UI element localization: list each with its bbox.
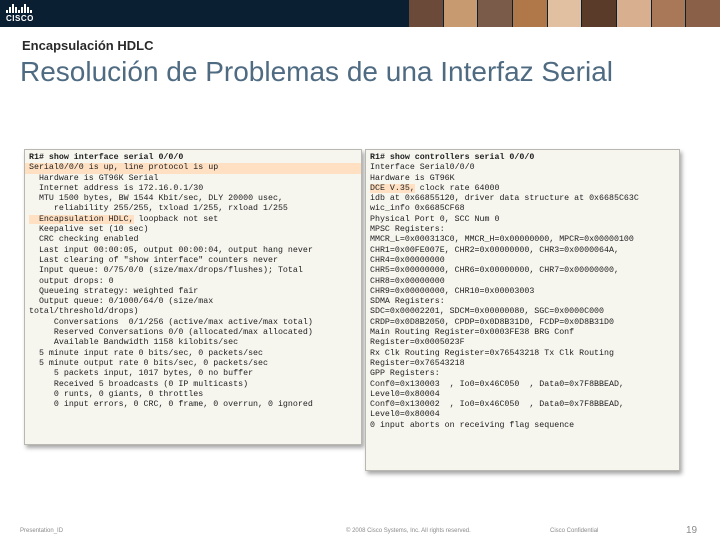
terminal-line: wic_info 0x6685CF68 xyxy=(370,204,465,214)
page-number: 19 xyxy=(686,525,698,536)
terminal-line: Serial0/0/0 is up, line protocol is up xyxy=(25,163,361,173)
terminal-line: Conversations 0/1/256 (active/max active/max total) xyxy=(29,317,313,327)
header-photo xyxy=(685,0,720,27)
terminal-line: SDMA Registers: xyxy=(370,297,445,307)
terminal-line: Physical Port 0, SCC Num 0 xyxy=(370,214,500,224)
terminal-line: Last input 00:00:05, output 00:00:04, output hang never xyxy=(29,245,313,255)
terminal-line: Hardware is GT96K Serial xyxy=(29,173,159,183)
footer-copyright: © 2008 Cisco Systems, Inc. All rights reserved. xyxy=(346,528,471,534)
header-photo xyxy=(547,0,582,27)
terminal-line xyxy=(29,215,361,225)
terminal-line: Register=0x76543218 xyxy=(370,358,465,368)
terminal-line: MTU 1500 bytes, BW 1544 Kbit/sec, DLY 20000 usec, xyxy=(29,194,283,204)
terminal-line: Output queue: 0/1000/64/0 (size/max xyxy=(29,297,214,307)
terminal-line: CRC checking enabled xyxy=(29,235,139,245)
line-text: clock rate 64000 xyxy=(414,183,500,193)
terminal-line: 0 input aborts on receiving flag sequence xyxy=(370,420,575,430)
terminal-line: 0 input errors, 0 CRC, 0 frame, 0 overrun, 0 ignored xyxy=(29,400,313,410)
terminal-line: idb at 0x66855120, driver data structure at 0x6685C63C xyxy=(370,194,639,204)
terminal-line: Keepalive set (10 sec) xyxy=(29,225,149,235)
header-photo xyxy=(616,0,651,27)
terminal-line: Input queue: 0/75/0/0 (size/max/drops/flushes); Total xyxy=(29,266,303,276)
terminal-line: Last clearing of "show interface" counters never xyxy=(29,255,278,265)
header-banner xyxy=(0,0,720,27)
terminal-line: CHR1=0x00FE007E, CHR2=0x00000000, CHR3=0x0000064A, xyxy=(370,245,619,255)
terminal-line: R1# show interface serial 0/0/0 xyxy=(29,153,184,162)
terminal-line: MMCR_L=0x000313C0, MMCR_H=0x00000000, MPCR=0x00000100 xyxy=(370,235,634,245)
terminal-line: Main Routing Register=0x0003FE38 BRG Conf xyxy=(370,328,575,338)
terminal-line: Level0=0x80004 xyxy=(370,389,440,399)
terminal-line: CHR4=0x00000000 xyxy=(370,255,445,265)
terminal-line: Conf0=0x130003 , Io0=0x46C050 , Data0=0x7F8BBEAD, xyxy=(370,379,624,389)
terminal-line: 0 runts, 0 giants, 0 throttles xyxy=(29,389,204,399)
terminal-line: output drops: 0 xyxy=(29,276,114,286)
slide-title: Resolución de Problemas de una Interfaz Serial xyxy=(20,56,614,87)
terminal-line: 5 minute input rate 0 bits/sec, 0 packets/sec xyxy=(29,348,264,358)
terminal-line: Level0=0x80004 xyxy=(370,410,440,420)
terminal-line: Received 5 broadcasts (0 IP multicasts) xyxy=(29,379,249,389)
terminal-line: R1# show controllers serial 0/0/0 xyxy=(370,153,535,162)
terminal-line: SDC=0x00002201, SDCM=0x00000080, SGC=0x0000C000 xyxy=(370,307,605,317)
terminal-line: Rx Clk Routing Register=0x76543218 Tx Clk Routing xyxy=(370,348,614,358)
header-photo xyxy=(443,0,478,27)
terminal-line: CHR5=0x00000000, CHR6=0x00000000, CHR7=0x00000000, xyxy=(370,266,619,276)
terminal-line xyxy=(370,184,679,194)
header-photo xyxy=(408,0,443,27)
header-photo-strip xyxy=(408,0,720,27)
terminal-line: 5 packets input, 1017 bytes, 0 no buffer xyxy=(29,369,254,379)
terminal-line: reliability 255/255, txload 1/255, rxload 1/255 xyxy=(29,204,288,214)
terminal-line: 5 minute output rate 0 bits/sec, 0 packets/sec xyxy=(29,358,268,368)
cisco-logo-text: CISCO xyxy=(6,14,34,23)
terminal-line: Conf0=0x130002 , Io0=0x46C050 , Data0=0x7F8BBEAD, xyxy=(370,400,624,410)
terminal-line: Available Bandwidth 1158 kilobits/sec xyxy=(29,338,239,348)
slide-subtitle: Encapsulación HDLC xyxy=(22,38,154,53)
terminal-line: CHR9=0x00000000, CHR10=0x00003003 xyxy=(370,286,535,296)
terminal-line: GPP Registers: xyxy=(370,369,440,379)
terminal-line: Reserved Conversations 0/0 (allocated/max allocated) xyxy=(29,328,313,338)
terminal-line: Queueing strategy: weighted fair xyxy=(29,286,199,296)
highlighted-text: DCE V.35, xyxy=(370,183,415,193)
show-interface-output-panel xyxy=(24,149,362,445)
header-photo xyxy=(651,0,686,27)
terminal-line: total/threshold/drops) xyxy=(29,307,139,317)
cisco-logo-bars-icon xyxy=(6,4,44,13)
show-controllers-output xyxy=(366,150,679,431)
terminal-line: Interface Serial0/0/0 xyxy=(370,163,475,173)
cisco-logo xyxy=(6,4,44,24)
header-photo xyxy=(581,0,616,27)
line-text: loopback not set xyxy=(133,214,219,224)
show-interface-output xyxy=(25,150,361,410)
highlighted-text: Encapsulation HDLC, xyxy=(29,214,134,224)
terminal-line: Register=0x0005023F xyxy=(370,338,465,348)
header-photo xyxy=(477,0,512,27)
terminal-line: Hardware is GT96K xyxy=(370,173,455,183)
terminal-line: CHR8=0x00000000 xyxy=(370,276,445,286)
terminal-line: Internet address is 172.16.0.1/30 xyxy=(29,183,204,193)
show-controllers-output-panel xyxy=(365,149,680,471)
footer-presentation-id: Presentation_ID xyxy=(20,528,64,534)
footer-confidential: Cisco Confidential xyxy=(550,528,599,534)
header-photo xyxy=(512,0,547,27)
terminal-line: MPSC Registers: xyxy=(370,225,445,235)
terminal-line: CRDP=0x0D8B2050, CPDP=0x0D8B31D0, FCDP=0x0D8B31D0 xyxy=(370,317,614,327)
